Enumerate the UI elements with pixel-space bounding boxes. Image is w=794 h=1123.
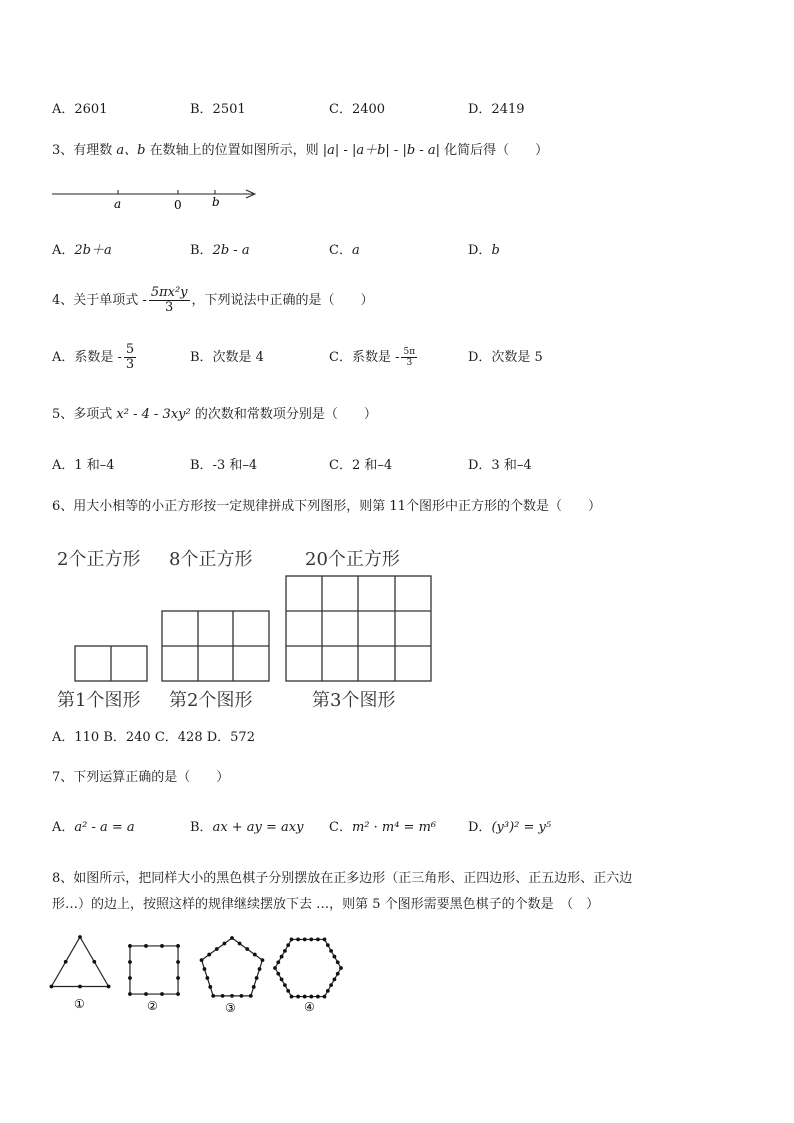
chess-piece <box>230 936 234 940</box>
chess-piece <box>222 942 226 946</box>
q2-option-d: D．2419 <box>468 102 525 117</box>
chess-piece <box>176 960 180 964</box>
chess-piece <box>50 985 54 989</box>
chess-piece <box>273 966 277 970</box>
chess-piece <box>215 947 219 951</box>
fig3-name: 第3个图形 <box>312 690 396 711</box>
q3-expr-2: a＋b <box>356 143 386 158</box>
chess-piece <box>316 995 320 999</box>
q7-option-b: B．ax + ay = axy <box>190 820 304 835</box>
chess-piece <box>280 955 284 959</box>
fig-label-3: ③ <box>225 1001 236 1015</box>
chess-piece <box>309 995 313 999</box>
number-line-diagram <box>50 184 265 214</box>
q3-vars: a、b <box>116 143 146 158</box>
chess-piece <box>240 994 244 998</box>
q6-square-figures <box>52 540 442 715</box>
q4-option-a: A．系数是 - $\frac{5}{3}$ <box>52 342 135 372</box>
q5-option-b: B．-3 和–4 <box>190 458 258 473</box>
q3-text-a: 有理数 <box>73 143 117 158</box>
chess-piece <box>176 976 180 980</box>
q4-option-b: B．次数是 4 <box>190 350 264 365</box>
q4-option-c: C．系数是 - $\frac{5\pi}{3}$ <box>329 347 416 368</box>
chess-piece <box>283 949 287 953</box>
fig1-name: 第1个图形 <box>57 690 141 711</box>
chess-piece <box>255 976 259 980</box>
chess-piece <box>78 985 82 989</box>
q3-text-b: 在数轴上的位置如图所示，则 | <box>145 143 328 158</box>
q8-line1: 8、如图所示，把同样大小的黑色棋子分别摆放在正多边形（正三角形、正四边形、正五边形、正六边 <box>52 871 633 886</box>
chess-piece <box>211 994 215 998</box>
chess-piece <box>176 944 180 948</box>
polygon-1 <box>51 937 108 987</box>
chess-piece <box>207 953 211 957</box>
q3-text-d: | - | <box>385 143 407 158</box>
label-zero: 0 <box>174 198 182 212</box>
chess-piece <box>144 944 148 948</box>
polygon-4 <box>275 939 341 996</box>
chess-piece <box>144 992 148 996</box>
fig3-count: 20个正方形 <box>305 549 400 570</box>
chess-piece <box>176 992 180 996</box>
chess-piece <box>286 943 290 947</box>
fig-label-4: ④ <box>304 1000 315 1014</box>
q3-option-b: B．2b - a <box>190 243 250 258</box>
chess-piece <box>208 985 212 989</box>
q7-option-c: C．m² · m⁴ = m⁶ <box>329 820 437 835</box>
chess-piece <box>283 983 287 987</box>
q3-option-c: C．a <box>329 243 360 258</box>
chess-piece <box>329 983 333 987</box>
q5-option-d: D．3 和–4 <box>468 458 532 473</box>
chess-piece <box>336 960 340 964</box>
fig-label-2: ② <box>147 999 158 1013</box>
chess-piece <box>221 994 225 998</box>
chess-piece <box>329 949 333 953</box>
chess-piece <box>276 960 280 964</box>
polygon-2 <box>130 946 178 994</box>
q4-question: 4、关于单项式 - $\frac{\text{5πx²y}}{3}$ ，下列说法中正确的是（ ） <box>52 285 374 315</box>
q2-option-a: A．2601 <box>52 102 108 117</box>
q3-option-a: A．2b＋a <box>52 243 112 258</box>
fig2-grid <box>162 611 269 681</box>
fig3-grid <box>286 576 431 681</box>
chess-piece <box>78 935 82 939</box>
q7-option-a: A．a² - a = a <box>52 820 135 835</box>
chess-piece <box>336 972 340 976</box>
chess-piece <box>205 976 209 980</box>
chess-piece <box>253 953 257 957</box>
fig1-count: 2个正方形 <box>57 549 141 570</box>
chess-piece <box>323 995 327 999</box>
fig2-name: 第2个图形 <box>169 690 253 711</box>
chess-piece <box>296 995 300 999</box>
q3-option-d: D．b <box>468 243 500 258</box>
q8-line2: 形…）的边上，按照这样的规律继续摆放下去 …，则第 5 个图形需要黑色棋子的个数是 （ ） <box>52 897 600 912</box>
q3-text-e: | 化简后得（ ） <box>435 143 549 158</box>
chess-piece <box>128 944 132 948</box>
chess-piece <box>309 938 313 942</box>
chess-piece <box>160 992 164 996</box>
chess-piece <box>160 944 164 948</box>
chess-piece <box>333 955 337 959</box>
q3-text-c: | - | <box>334 143 357 158</box>
chess-piece <box>316 938 320 942</box>
chess-piece <box>258 967 262 971</box>
chess-piece <box>230 994 234 998</box>
chess-piece <box>238 942 242 946</box>
fig2-count: 8个正方形 <box>169 549 253 570</box>
chess-piece <box>107 985 111 989</box>
chess-piece <box>290 938 294 942</box>
chess-piece <box>303 995 307 999</box>
chess-piece <box>249 994 253 998</box>
q7-option-d: D．(y³)² = y⁵ <box>468 820 552 835</box>
q3-expr-1: a <box>327 143 335 158</box>
chess-piece <box>245 947 249 951</box>
chess-piece <box>280 978 284 982</box>
chess-piece <box>276 972 280 976</box>
chess-piece <box>203 967 207 971</box>
q2-option-c: C．2400 <box>329 102 386 117</box>
q5-option-c: C．2 和–4 <box>329 458 393 473</box>
label-a: a <box>114 197 122 211</box>
label-b: b <box>212 195 220 209</box>
fig-label-1: ① <box>74 997 85 1011</box>
chess-piece <box>296 938 300 942</box>
q5-question: 5、多项式 x² - 4 - 3xy² 的次数和常数项分别是（ ） <box>52 407 377 422</box>
chess-piece <box>64 960 68 964</box>
q3-expr-3: b - a <box>406 143 436 158</box>
q4-fraction: $\frac{\text{5πx²y}}{3}$ <box>150 285 188 315</box>
chess-piece <box>200 958 204 962</box>
chess-piece <box>286 989 290 993</box>
chess-piece <box>323 938 327 942</box>
q3-number: 3、 <box>52 143 74 158</box>
q4-option-d: D．次数是 5 <box>468 350 543 365</box>
chess-piece <box>261 958 265 962</box>
q7-question: 7、下列运算正确的是（ ） <box>52 770 230 785</box>
chess-piece <box>128 960 132 964</box>
q5-expr: x² - 4 - 3xy² <box>116 407 191 422</box>
q8-polygon-figures <box>48 932 348 1017</box>
chess-piece <box>252 985 256 989</box>
q6-options: A．110 B．240 C．428 D．572 <box>52 730 255 745</box>
fig1-grid <box>75 646 147 681</box>
chess-piece <box>326 943 330 947</box>
q6-question: 6、用大小相等的小正方形按一定规律拼成下列图形，则第 11个图形中正方形的个数是（ ） <box>52 499 601 514</box>
chess-piece <box>326 989 330 993</box>
chess-piece <box>333 978 337 982</box>
q3-question <box>52 143 548 159</box>
chess-piece <box>339 966 343 970</box>
chess-piece <box>128 976 132 980</box>
q5-option-a: A．1 和–4 <box>52 458 115 473</box>
q2-option-b: B．2501 <box>190 102 246 117</box>
chess-piece <box>290 995 294 999</box>
chess-piece <box>92 960 96 964</box>
chess-piece <box>128 992 132 996</box>
chess-piece <box>303 938 307 942</box>
